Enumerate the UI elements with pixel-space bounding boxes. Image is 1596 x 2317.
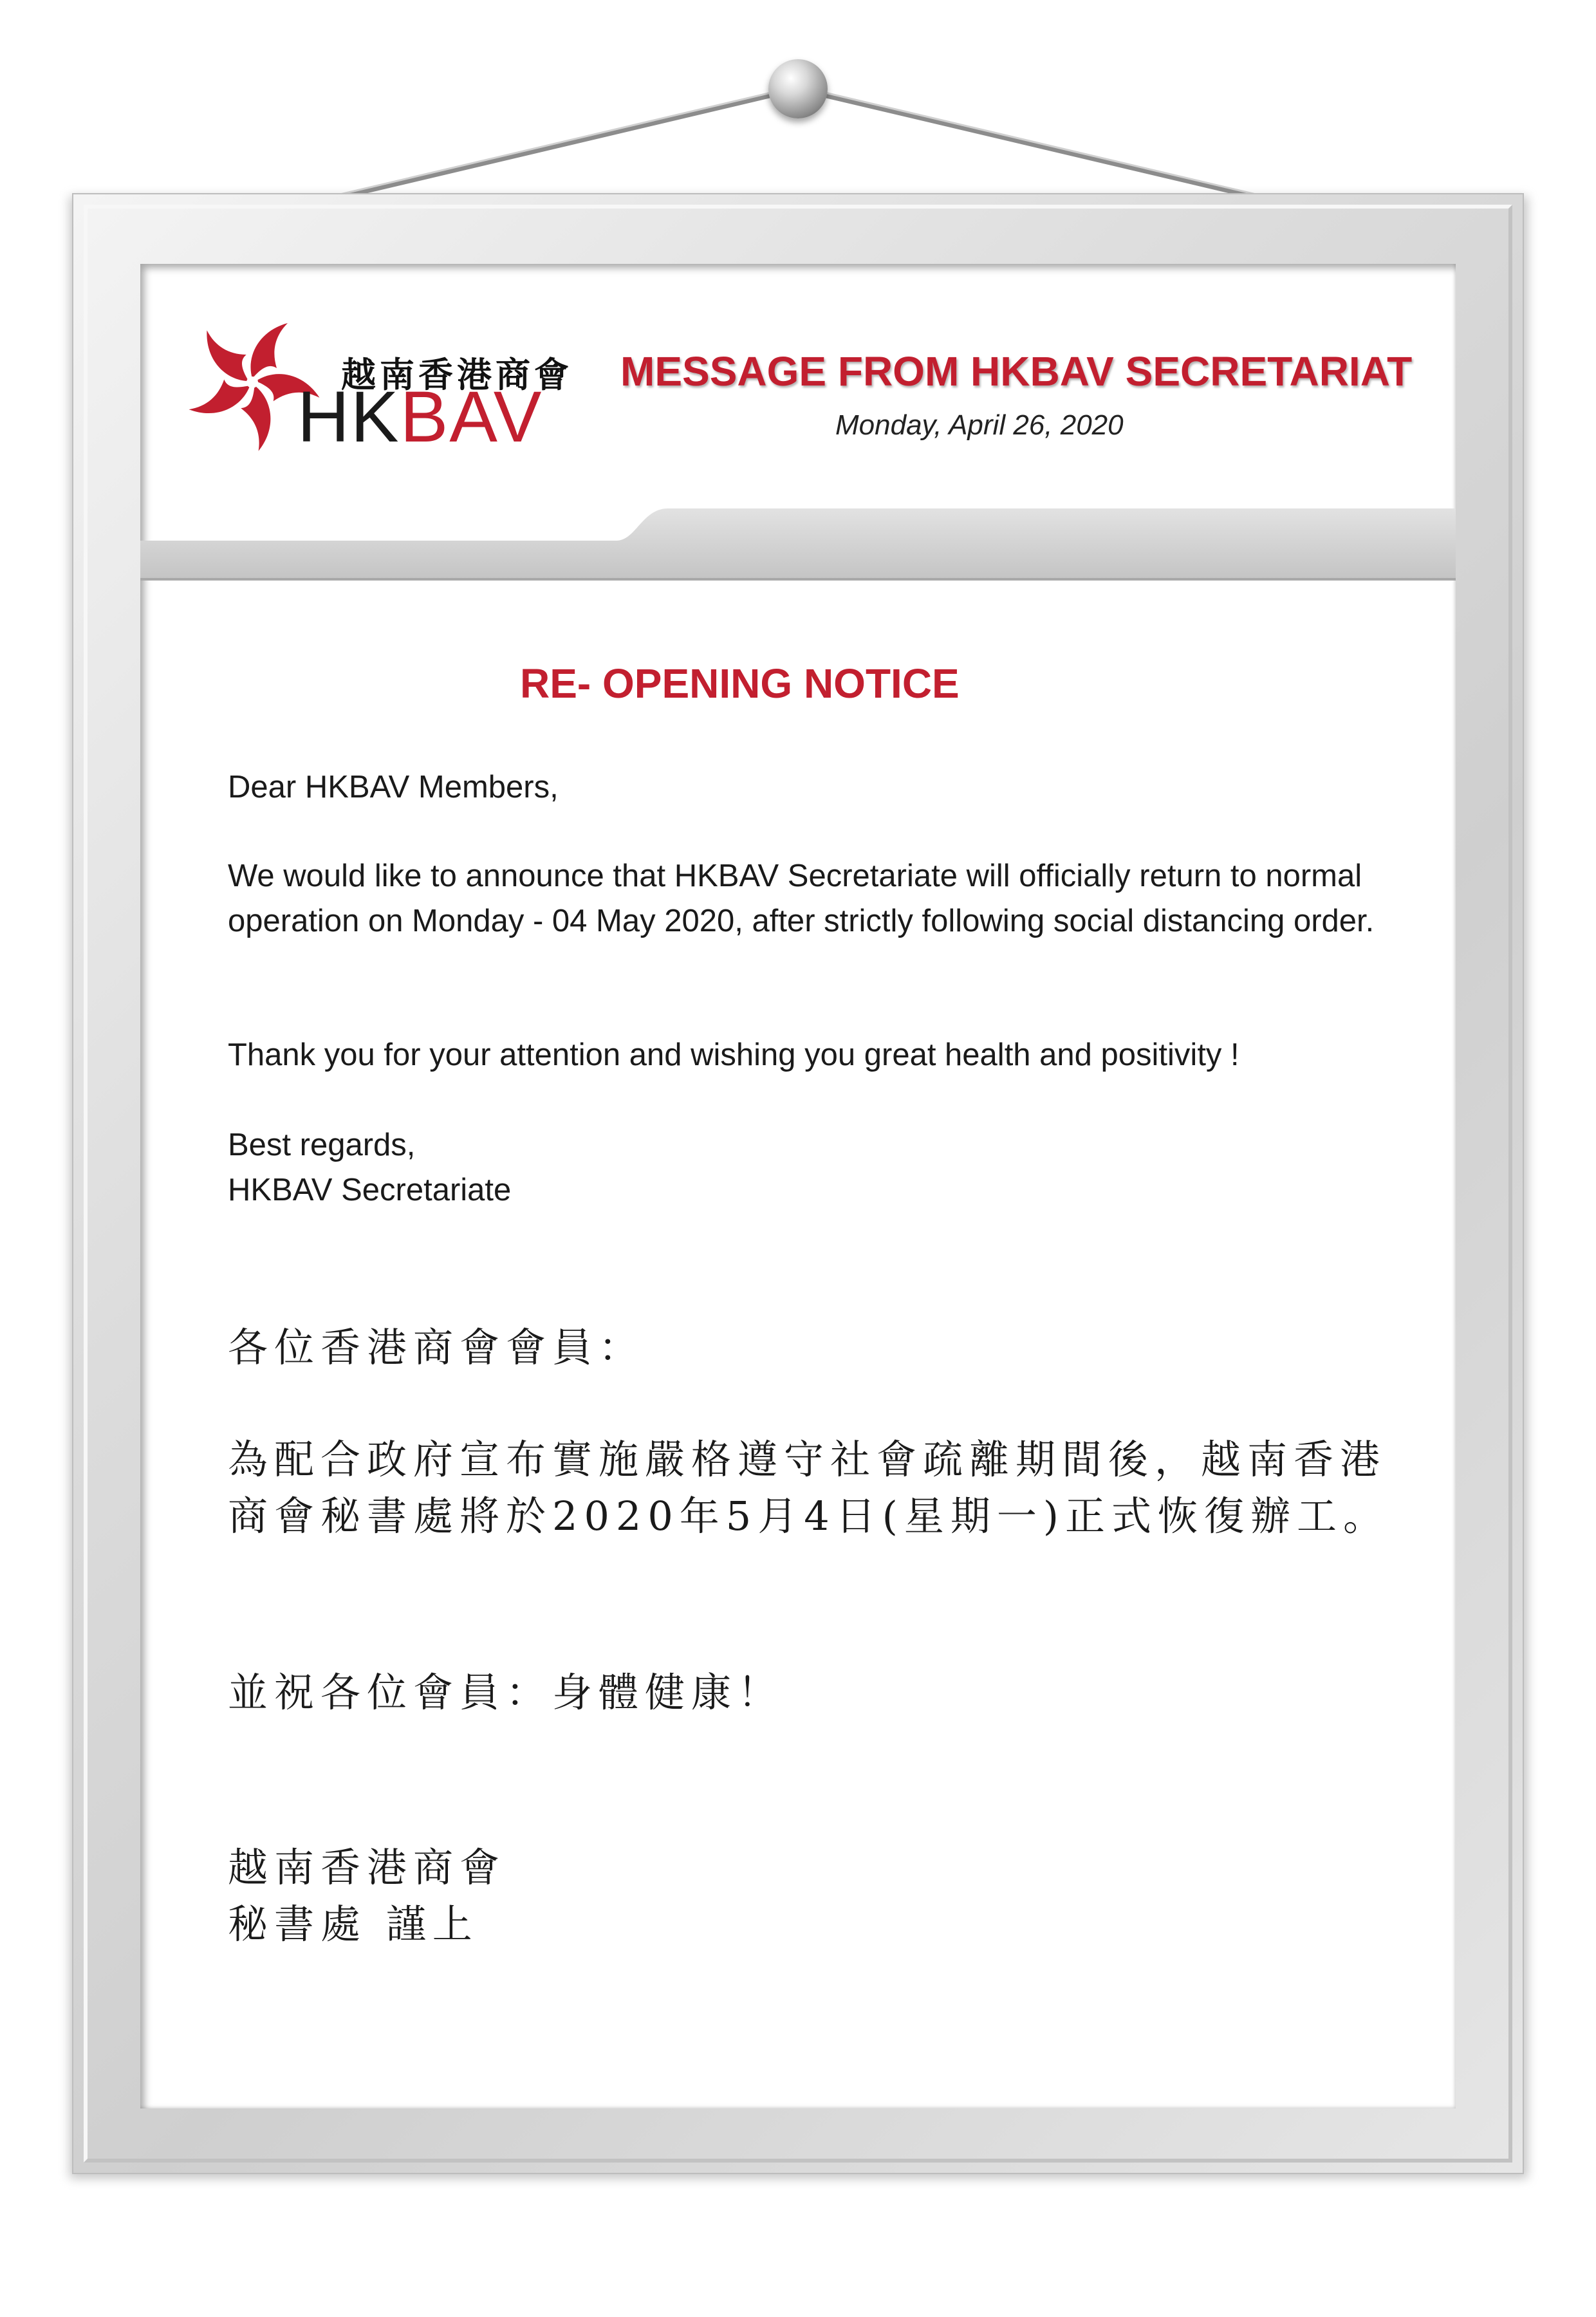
logo-wordmark-bav: BAV	[400, 377, 543, 457]
chinese-paragraph-2: 並祝各位會員：身體健康！	[228, 1669, 784, 1716]
hanging-pin-icon	[768, 59, 828, 118]
english-signature: HKBAV Secretariate	[228, 1173, 512, 1207]
chinese-greeting: 各位香港商會會員：	[228, 1324, 645, 1371]
logo-wordmark	[297, 377, 543, 457]
header-date: Monday, April 26, 2020	[835, 409, 1124, 441]
english-greeting: Dear HKBAV Members,	[228, 770, 559, 805]
logo-chinese-name: 越南香港商會	[341, 355, 573, 395]
english-closing: Best regards,	[228, 1128, 416, 1162]
header-divider-bar	[140, 502, 1456, 586]
english-paragraph-1: We would like to announce that HKBAV Secretariate will officially return to normal operation on Monday - 04 May 2020, after strictly following social distancing order.	[228, 859, 1375, 938]
chinese-signature-line-2: 秘書處 謹上	[228, 1901, 479, 1948]
header-title: MESSAGE FROM HKBAV SECRETARIAT	[620, 348, 1413, 395]
english-paragraph-2: Thank you for your attention and wishing you great health and positivity !	[228, 1038, 1239, 1072]
chinese-paragraph-1: 為配合政府宣布實施嚴格遵守社會疏離期間後，越南香港商會秘書處將於2020年5月4日(星期一)正式恢復辦工。	[228, 1436, 1390, 1540]
chinese-signature-line-1: 越南香港商會	[228, 1844, 506, 1891]
logo-wordmark-hk: HK	[297, 377, 400, 457]
notice-title: RE- OPENING NOTICE	[520, 660, 960, 707]
